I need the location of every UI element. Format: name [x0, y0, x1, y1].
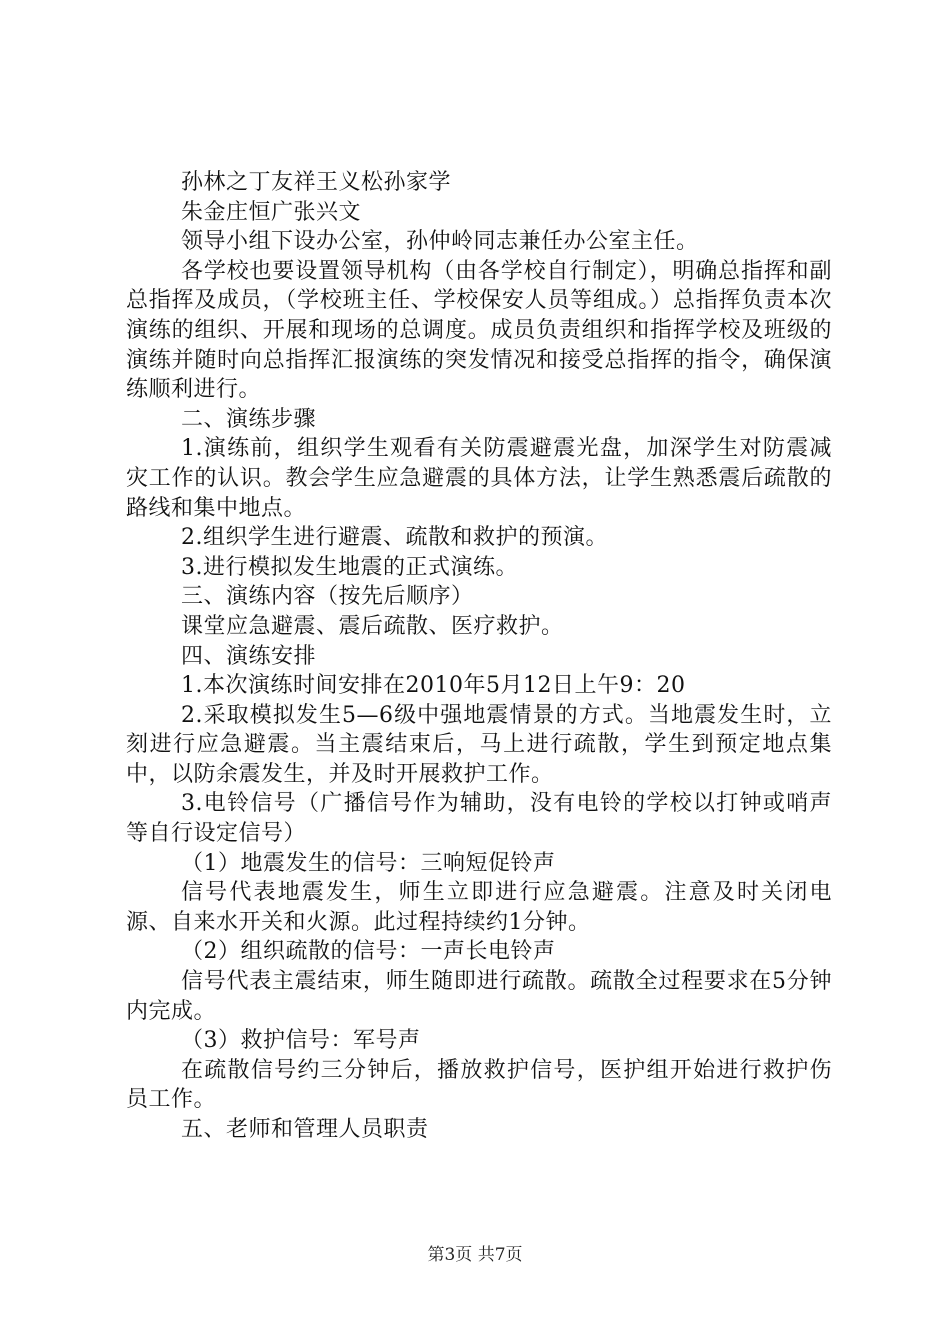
sub-heading: （2）组织疏散的信号：一声长电铃声	[181, 939, 556, 965]
paragraph: 1.本次演练时间安排在2010年5月12日上午9：20	[181, 673, 686, 699]
section-heading: 三、演练内容（按先后顺序）	[181, 584, 474, 610]
paragraph: 信号代表地震发生，师生立即进行应急避震。注意及时关闭电源、自来水开关和火源。此过程持续约1分钟。	[126, 880, 832, 935]
paragraph: 领导小组下设办公室，孙仲岭同志兼任办公室主任。	[181, 229, 699, 255]
paragraph: 1.演练前，组织学生观看有关防震避震光盘，加深学生对防震减灾工作的认识。教会学生应急避震的具体方法，让学生熟悉震后疏散的路线和集中地点。	[126, 436, 832, 521]
sub-heading: （1）地震发生的信号：三响短促铃声	[181, 850, 556, 876]
paragraph: 在疏散信号约三分钟后，播放救护信号，医护组开始进行救护伤员工作。	[126, 1057, 832, 1113]
paragraph: 2.组织学生进行避震、疏散和救护的预演。	[181, 525, 608, 551]
paragraph: 3.进行模拟发生地震的正式演练。	[181, 554, 518, 580]
paragraph: 朱金庄恒广张兴文	[181, 199, 362, 225]
document-body	[126, 168, 832, 1145]
paragraph: 课堂应急避震、震后疏散、医疗救护。	[181, 613, 564, 639]
section-heading: 四、演练安排	[181, 643, 317, 669]
section-heading: 五、老师和管理人员职责	[181, 1117, 429, 1142]
page-footer: 第3页 共7页	[427, 1245, 523, 1265]
paragraph: 信号代表主震结束，师生随即进行疏散。疏散全过程要求在5分钟内完成。	[126, 969, 832, 1024]
sub-heading: （3）救护信号：军号声	[181, 1028, 421, 1054]
paragraph: 2.采取模拟发生5—6级中强地震情景的方式。当地震发生时，立刻进行应急避震。当主震结束后，马上进行疏散，学生到预定地点集中，以防余震发生，并及时开展救护工作。	[126, 702, 832, 787]
section-heading: 二、演练步骤	[181, 406, 317, 432]
paragraph: 3.电铃信号（广播信号作为辅助，没有电铃的学校以打钟或哨声等自行设定信号）	[126, 791, 832, 847]
paragraph: 各学校也要设置领导机构（由各学校自行制定），明确总指挥和副总指挥及成员，（学校班主任、学校保安人员等组成。）总指挥负责本次演练的组织、开展和现场的总调度。成员负责组织和指挥学校及班级的演练并随时向总指挥汇报演练的突发情况和接受总指挥的指令，确保演练顺利进行。	[126, 258, 832, 403]
paragraph: 孙林之丁友祥王义松孙家学	[181, 170, 452, 195]
